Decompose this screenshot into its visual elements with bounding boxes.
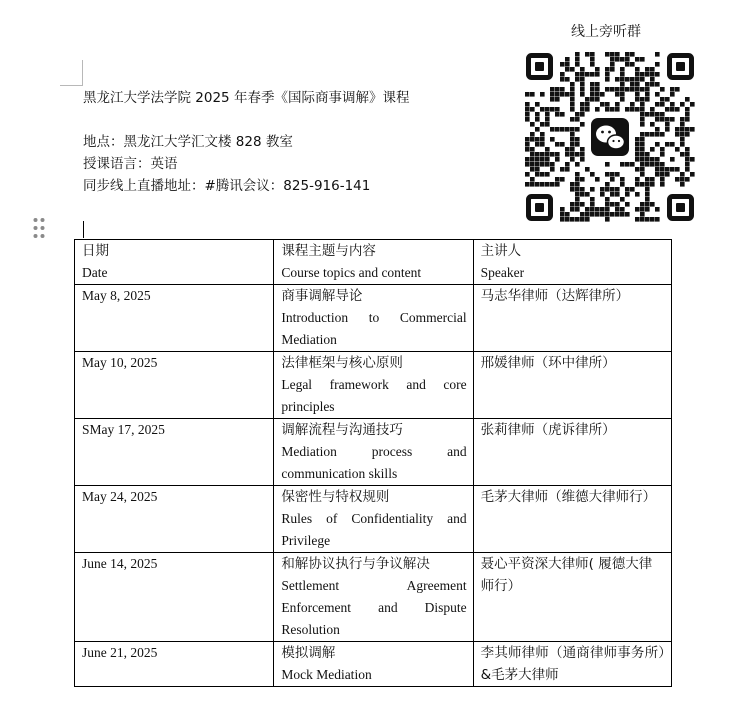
- header-speaker-en: Speaker: [480, 265, 525, 280]
- table-row: [75, 553, 672, 642]
- speaker-name: 聂心平资深大律师( 履德大律师行）: [480, 556, 653, 594]
- speaker-cell: [473, 285, 671, 352]
- date-cell: [75, 486, 274, 553]
- speaker-name: 李其师律师（通商律师事务所）&毛茅大律师: [480, 645, 665, 683]
- topic-en: Introduction to Commercial Mediation: [281, 310, 467, 347]
- date-cell: [75, 553, 274, 642]
- wechat-group-qr-code: [525, 52, 695, 222]
- header-date-en: Date: [82, 265, 108, 280]
- topic-zh: 和解协议执行与争议解决: [281, 556, 430, 572]
- topic-zh: 保密性与特权规则: [281, 489, 390, 505]
- date-cell: [75, 642, 274, 687]
- topic-cell: [274, 553, 473, 642]
- table-row: [75, 642, 672, 687]
- table-row: [75, 285, 672, 352]
- topic-en: Rules of Confidentiality and Privilege: [281, 511, 467, 548]
- session-date: June 21, 2025: [82, 645, 158, 660]
- topic-zh: 调解流程与沟通技巧: [281, 422, 403, 438]
- session-date: May 10, 2025: [82, 355, 158, 370]
- course-location: 地点：黑龙江大学汇文楼 828 教室: [83, 134, 293, 150]
- topic-cell: [274, 642, 473, 687]
- table-row: [75, 486, 672, 553]
- topic-en: Legal framework and core principles: [281, 377, 467, 414]
- page-margin-corner-mark: [60, 60, 83, 86]
- speaker-cell: [473, 352, 671, 419]
- course-schedule-table: [74, 239, 672, 687]
- topic-zh: 商事调解导论: [281, 288, 363, 304]
- topic-cell: [274, 419, 473, 486]
- session-date: SMay 17, 2025: [82, 422, 165, 437]
- topic-en: Mock Mediation: [281, 667, 372, 682]
- date-cell: [75, 419, 274, 486]
- table-row: [75, 352, 672, 419]
- date-cell: [75, 352, 274, 419]
- speaker-name: 马志华律师（达辉律所）: [480, 288, 630, 304]
- course-language: 授课语言：英语: [83, 156, 178, 172]
- table-drag-handle-icon[interactable]: [32, 216, 46, 240]
- header-speaker-cell: [473, 240, 671, 285]
- header-date-zh: 日期: [82, 243, 109, 259]
- speaker-name: 邢媛律师（环中律所）: [480, 355, 616, 371]
- speaker-cell: [473, 642, 671, 687]
- speaker-name: 张莉律师（虎诉律所）: [480, 422, 616, 438]
- header-speaker-zh: 主讲人: [480, 243, 522, 259]
- topic-en: Settlement Agreement Enforcement and Dispute Resolution: [281, 578, 467, 637]
- session-date: June 14, 2025: [82, 556, 158, 571]
- session-date: May 8, 2025: [82, 288, 151, 303]
- header-topic-zh: 课程主题与内容: [281, 243, 376, 259]
- topic-zh: 模拟调解: [281, 645, 336, 661]
- topic-cell: [274, 352, 473, 419]
- session-date: May 24, 2025: [82, 489, 158, 504]
- speaker-cell: [473, 486, 671, 553]
- qr-caption: 线上旁听群: [571, 24, 641, 40]
- table-header-row: [75, 240, 672, 285]
- online-meeting-info: 同步线上直播地址：#腾讯会议：825-916-141: [83, 178, 371, 194]
- topic-en: Mediation process and communication skills: [281, 444, 467, 481]
- table-row: [75, 419, 672, 486]
- text-cursor: [83, 221, 84, 238]
- speaker-cell: [473, 419, 671, 486]
- header-date-cell: [75, 240, 274, 285]
- course-title: 黑龙江大学法学院 2025 年春季《国际商事调解》课程: [83, 90, 410, 106]
- speaker-cell: [473, 553, 671, 642]
- course-header: [83, 87, 409, 197]
- header-topic-cell: [274, 240, 473, 285]
- speaker-name: 毛茅大律师（维德大律师行）: [480, 489, 657, 505]
- header-topic-en: Course topics and content: [281, 265, 422, 280]
- topic-cell: [274, 285, 473, 352]
- topic-cell: [274, 486, 473, 553]
- date-cell: [75, 285, 274, 352]
- topic-zh: 法律框架与核心原则: [281, 355, 403, 371]
